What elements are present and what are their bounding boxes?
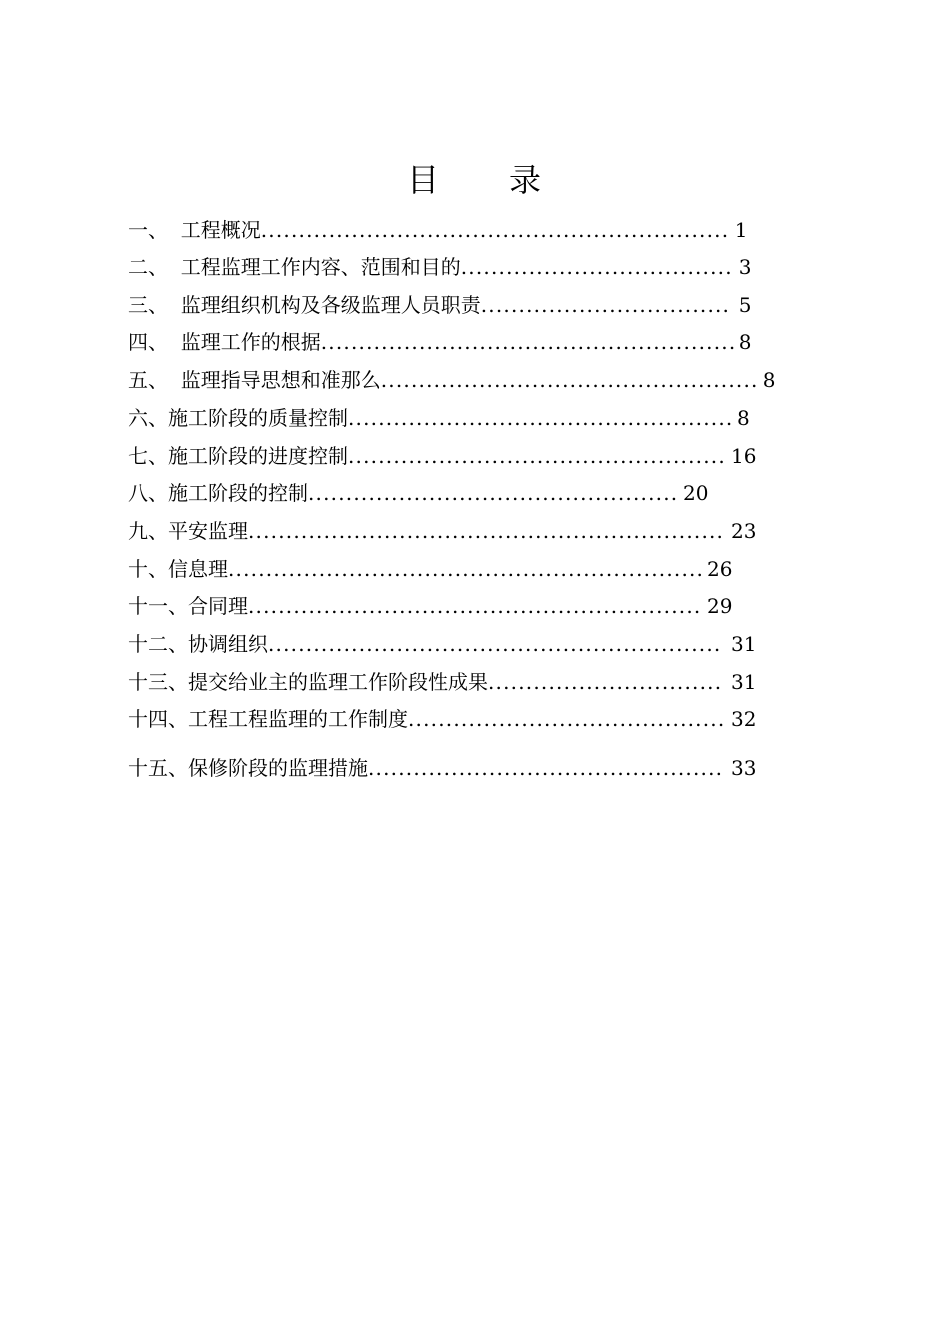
toc-entry[interactable]	[128, 324, 751, 360]
toc-entry-label: 施工阶段的进度控制	[168, 444, 348, 468]
toc-entry-number: 十五、	[128, 756, 188, 780]
toc-dot-leader: ............................................................	[268, 632, 722, 656]
toc-entry[interactable]	[128, 701, 756, 737]
toc-entry-number: 十四、	[128, 707, 188, 731]
toc-entry-label: 监理指导思想和准那么	[180, 368, 381, 392]
toc-entry-page: 31	[731, 632, 757, 656]
toc-entry-label: 提交给业主的监理工作阶段性成果	[188, 670, 488, 694]
toc-entry-page: 8	[738, 330, 752, 354]
toc-entry-number: 六、	[128, 406, 168, 430]
toc-entry-label: 施工阶段的质量控制	[168, 406, 348, 430]
toc-dot-leader: ...............................................................	[248, 519, 725, 543]
toc-entry-page: 20	[683, 481, 709, 505]
toc-entry[interactable]	[128, 249, 751, 285]
toc-dot-leader: ...............................................................	[228, 557, 705, 581]
toc-dot-leader: .................................................	[308, 481, 679, 505]
toc-dot-leader: ....................................	[460, 255, 733, 279]
toc-dot-leader: ...................................................	[348, 406, 734, 430]
toc-dot-leader: ...............................................	[368, 756, 724, 780]
toc-entry[interactable]	[128, 750, 756, 786]
toc-entry-page: 3	[738, 255, 752, 279]
toc-entry[interactable]	[128, 588, 732, 624]
toc-entry-number: 九、	[128, 519, 168, 543]
toc-entry-page: 33	[731, 756, 757, 780]
toc-entry-number: 四、	[128, 330, 181, 354]
toc-entry[interactable]	[128, 551, 732, 587]
toc-dot-leader: ..................................................	[380, 368, 759, 392]
toc-entry-label: 信息理	[168, 557, 228, 581]
toc-dot-leader: ..........................................	[408, 707, 726, 731]
toc-entry-label: 平安监理	[168, 519, 248, 543]
toc-entry-label: 施工阶段的控制	[168, 481, 308, 505]
toc-entry-label: 协调组织	[188, 632, 268, 656]
toc-entry[interactable]	[128, 362, 775, 398]
toc-entry-number: 五、	[128, 368, 181, 392]
toc-dot-leader: .................................	[480, 293, 731, 317]
toc-dot-leader: .......................................................	[320, 330, 737, 354]
toc-dot-leader: ............................................................	[248, 594, 702, 618]
toc-entry-number: 十一、	[128, 594, 188, 618]
toc-entry-label: 工程监理工作内容、范围和目的	[180, 255, 461, 279]
toc-entry-number: 十二、	[128, 632, 188, 656]
toc-entry[interactable]	[128, 626, 756, 662]
toc-entry-label: 监理工作的根据	[180, 330, 321, 354]
toc-entry-number: 三、	[128, 293, 181, 317]
toc-entry-page: 23	[731, 519, 757, 543]
toc-entry-page: 32	[731, 707, 757, 731]
toc-entry[interactable]	[128, 400, 750, 436]
toc-entry-page: 29	[707, 594, 733, 618]
toc-entry-label: 工程工程监理的工作制度	[188, 707, 408, 731]
toc-entry-label: 保修阶段的监理措施	[188, 756, 368, 780]
toc-dot-leader: ..............................................................	[260, 218, 730, 242]
toc-entry[interactable]	[128, 287, 751, 323]
toc-dot-leader: ...............................	[488, 670, 723, 694]
toc-dot-leader: ..................................................	[348, 444, 726, 468]
toc-entry-page: 16	[731, 444, 757, 468]
toc-entry-page: 31	[731, 670, 757, 694]
toc-entry-page: 5	[738, 293, 752, 317]
toc-entry-label: 工程概况	[180, 218, 261, 242]
toc-entry-page: 8	[737, 406, 750, 430]
toc-entry-label: 合同理	[188, 594, 248, 618]
toc-entry[interactable]	[128, 212, 747, 248]
toc-entry-number: 七、	[128, 444, 168, 468]
toc-entry[interactable]	[128, 513, 756, 549]
toc-entry-page: 1	[734, 218, 748, 242]
toc-entry-page: 8	[762, 368, 776, 392]
toc-entry[interactable]	[128, 664, 756, 700]
toc-entry-number: 八、	[128, 481, 168, 505]
toc-title: 目 录	[406, 161, 543, 199]
toc-entry[interactable]	[128, 438, 756, 474]
toc-entry-number: 十三、	[128, 670, 188, 694]
toc-entry-page: 26	[707, 557, 733, 581]
toc-entry-number: 十、	[128, 557, 168, 581]
toc-entry-number: 二、	[128, 255, 181, 279]
toc-entry-label: 监理组织机构及各级监理人员职责	[180, 293, 481, 317]
toc-entry[interactable]	[128, 475, 708, 511]
toc-entry-number: 一、	[128, 218, 181, 242]
